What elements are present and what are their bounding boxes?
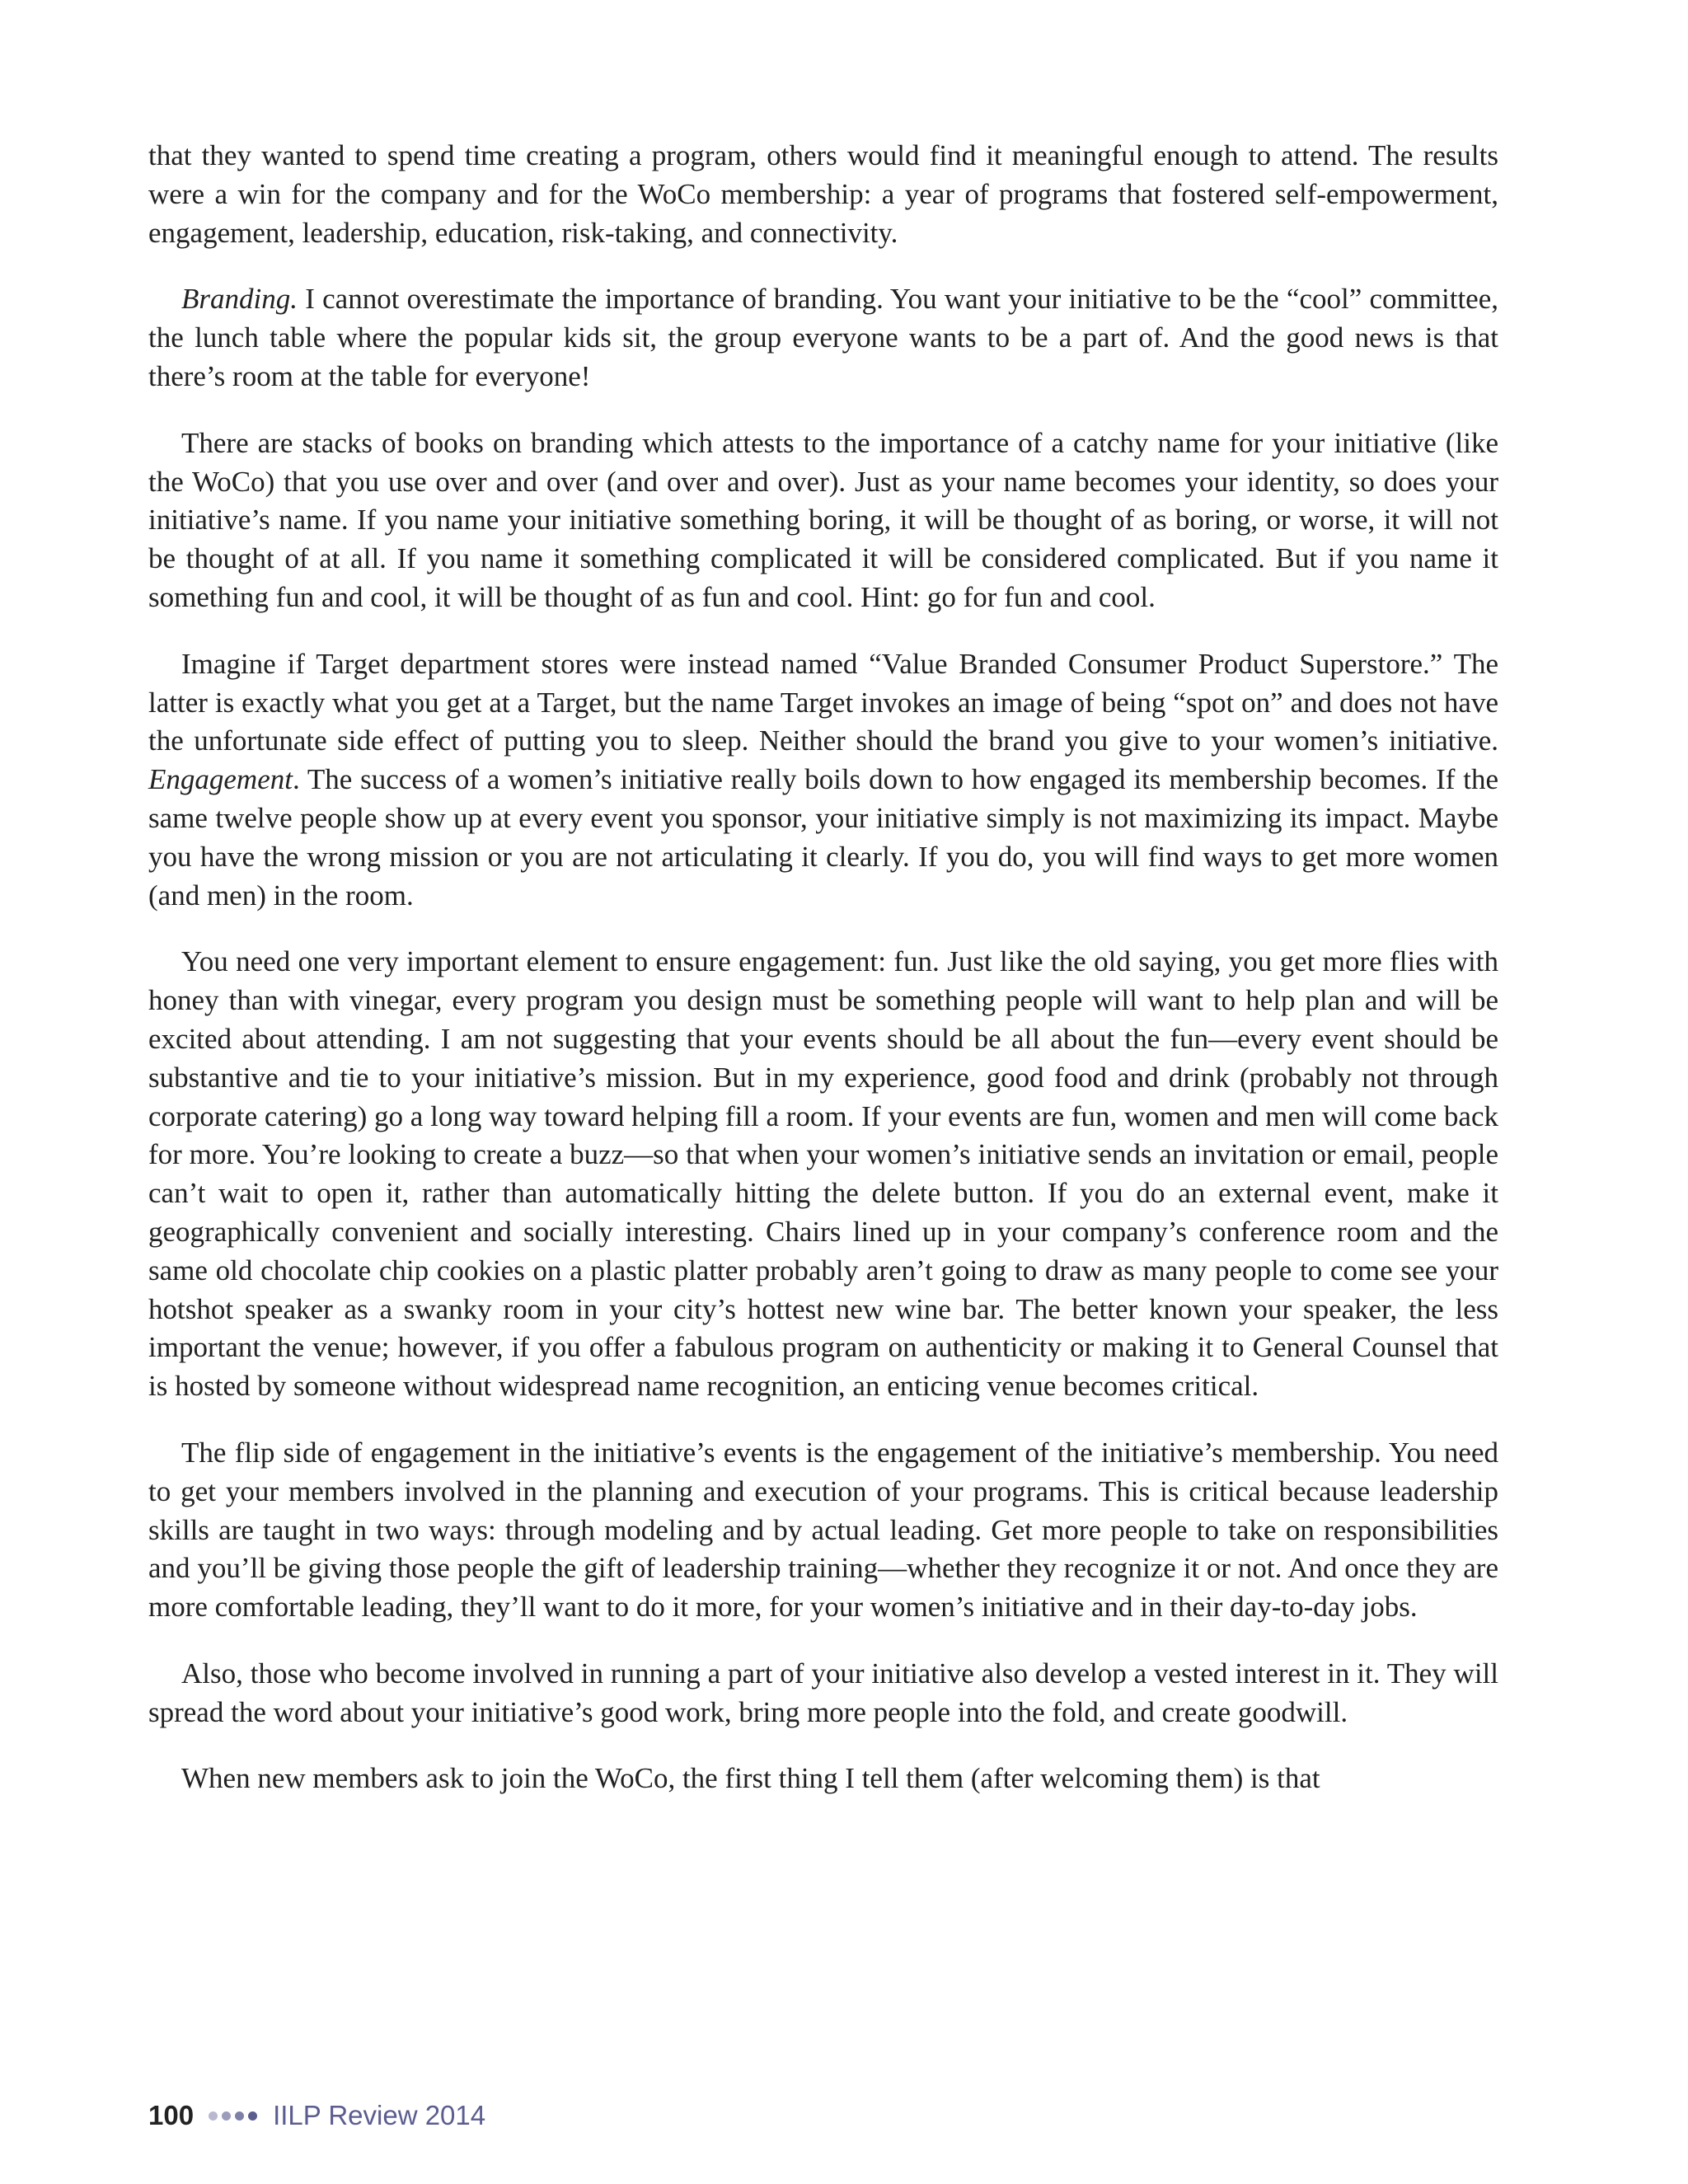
footer-dot: [222, 2111, 231, 2121]
paragraph-new-members: When new members ask to join the WoCo, the first thing I tell them (after welcoming them) is that: [181, 1762, 1320, 1795]
paragraph-fun: You need one very important element to ensure engagement: fun. Just like the old saying, you get more flies with honey than with vinegar, every program you design must be something people will want to help plan and will be excited about attending. I am not suggesting that your events should be all about the fun—every event should be substantive and tie to your initiative’s mission. But in my experience, good food and drink (probably not through corporate catering) go a long way toward helping fill a room. If your events are fun, women and men will come back for more. You’re looking to create a buzz—so that when your women’s initiative sends an invitation or email, people can’t wait to open it, rather than automatically hitting the delete button. If you do an external event, make it geographically convenient and socially interesting. Chairs lined up in your company’s conference room and the same old chocolate chip cookies on a plastic platter probably aren’t going to draw as many people to come see your hotshot speaker as a swanky room in your city’s hottest new wine bar. The better known your speaker, the less important the venue; however, if you offer a fabulous program on authenticity or making it to General Counsel that is hosted by someone without widespread name recognition, an enticing venue becomes critical.: [148, 945, 1498, 1403]
branding-heading: Branding.: [181, 283, 298, 316]
paragraph-branding: [148, 280, 1498, 396]
engagement-text: . The success of a women’s initiative really boils down to how engaged its membership becomes. If the same twelve people show up at every event you sponsor, your initiative simply is not maximizing its impact. Maybe you have the wrong mission or you are not articulating it clearly. If you do, you will find ways to get more women (and men) in the room.: [148, 763, 1498, 912]
footer-dot: [235, 2111, 244, 2121]
footer-dot: [209, 2111, 218, 2121]
journal-title: IILP Review 2014: [273, 2100, 486, 2130]
footer-dots-ornament: [209, 2111, 261, 2121]
paragraph-vested-interest: Also, those who become involved in running a part of your initiative also develop a vested interest in it. They will spread the word about your initiative’s good work, bring more people into the fold, and create goodwill.: [148, 1657, 1498, 1728]
article-body: [148, 137, 1498, 1826]
paragraph-naming: There are stacks of books on branding which attests to the importance of a catchy name for your initiative (like the WoCo) that you use over and over (and over and over). Just as your name becomes your identity, so does your initiative’s name. If you name your initiative something boring, it will be thought of as boring, or worse, it will not be thought of at all. If you name it something complicated it will be considered complicated. But if you name it something fun and cool, it will be thought of as fun and cool. Hint: go for fun and cool.: [148, 426, 1498, 613]
paragraph-target-engagement: [148, 645, 1498, 916]
page-footer: [148, 2100, 485, 2131]
paragraph-continuation: that they wanted to spend time creating a program, others would find it meaningful enough to attend. The results were a win for the company and for the WoCo membership: a year of programs that fostered self-empowerment, engagement, leadership, education, risk-taking, and connectivity.: [148, 139, 1498, 249]
paragraph-membership: The flip side of engagement in the initiative’s events is the engagement of the initiative’s membership. You need to get your members involved in the planning and execution of your programs. This is critical because leadership skills are taught in two ways: through modeling and by actual leading. Get more people to take on responsibilities and you’ll be giving those people the gift of leadership training—whether they recognize it or not. And once they are more comfortable leading, they’ll want to do it more, for your women’s initiative and in their day-to-day jobs.: [148, 1436, 1498, 1624]
page-number: 100: [148, 2100, 195, 2130]
target-text: Imagine if Target department stores were instead named “Value Branded Consumer Product Superstore.” The latter is exactly what you get at a Target, but the name Target invokes an image of being “spot on” and does not have the unfortunate side effect of putting you to sleep. Neither should the brand you give to your women’s initiative.: [148, 647, 1498, 757]
engagement-heading: Engagement: [148, 763, 293, 796]
footer-dot: [248, 2111, 257, 2121]
branding-text: I cannot overestimate the importance of branding. You want your initiative to be the “cool” committee, the lunch table where the popular kids sit, the group everyone wants to be a part of. And the good news is that there’s room at the table for everyone!: [148, 283, 1498, 392]
